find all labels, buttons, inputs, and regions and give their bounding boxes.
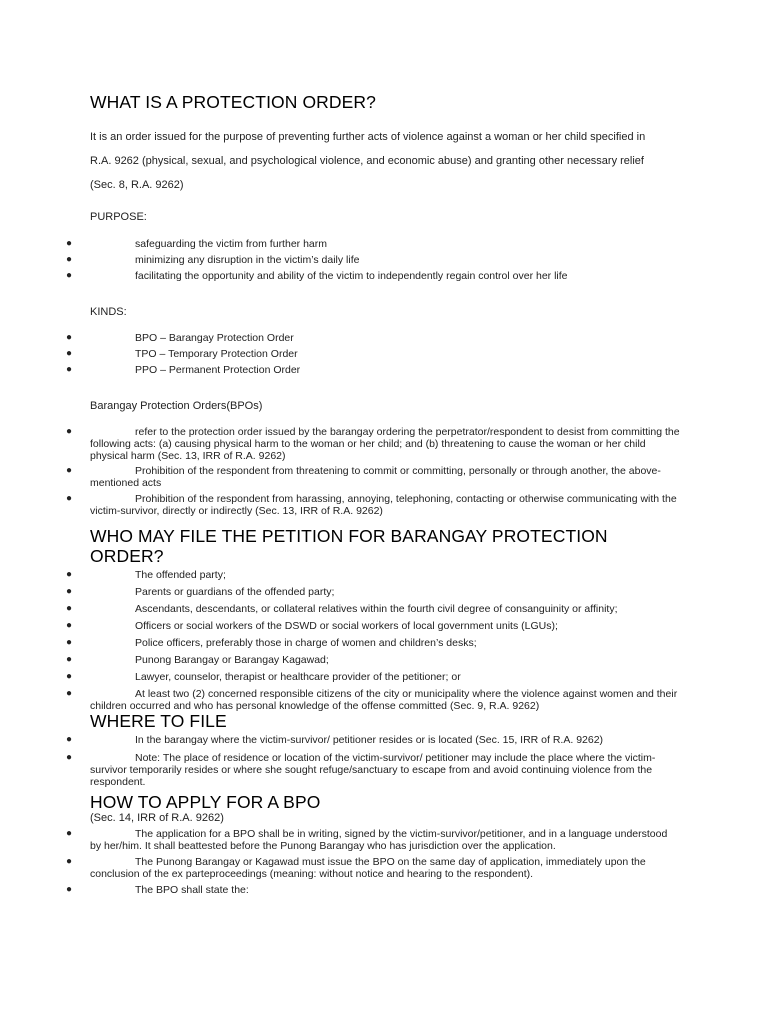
list-item: ● Prohibition of the respondent from harassing, annoying, telephoning, contacting or otherwise communicating with the victim-survivor, directly or indirectly (Sec. 13, IRR of R.A. 9262) (66, 493, 677, 517)
list-item: ● Prohibition of the respondent from threatening to commit or committing, personally or through another, the above-mentioned acts (66, 465, 661, 489)
bullet-icon: ● (66, 270, 73, 281)
list-item: ● PPO – Permanent Protection Order (66, 364, 301, 376)
list-item: ● The offended party; (66, 569, 226, 581)
bullet-icon: ● (66, 364, 73, 375)
bullet-icon: ● (66, 238, 73, 249)
who-list (0, 569, 768, 712)
list-item: ● In the barangay where the victim-survivor/ petitioner resides or is located (Sec. 15, IRR of R.A. 9262) (66, 734, 604, 746)
bpo-label: Barangay Protection Orders(BPOs) (90, 400, 263, 412)
list-item: ● minimizing any disruption in the victim’s daily life (66, 254, 360, 266)
purpose-label: PURPOSE: (90, 211, 147, 223)
bullet-icon: ● (66, 620, 73, 631)
list-item: ● Ascendants, descendants, or collateral relatives within the fourth civil degree of consanguinity or affinity; (66, 603, 618, 615)
bullet-icon: ● (66, 254, 73, 265)
list-item: ● TPO – Temporary Protection Order (66, 348, 298, 360)
bullet-icon: ● (66, 426, 73, 437)
kinds-list (0, 332, 768, 380)
list-item: ● The application for a BPO shall be in writing, signed by the victim-survivor/petitioner, and in a language understood by her/him. It shall beattested before the Punong Barangay who has jurisdiction over the application. (66, 828, 668, 852)
bullet-icon: ● (66, 637, 73, 648)
purpose-list (0, 238, 768, 286)
bullet-icon: ● (66, 493, 73, 504)
bullet-icon: ● (66, 688, 73, 699)
list-item: ● The BPO shall state the: (66, 884, 249, 896)
page-title: WHAT IS A PROTECTION ORDER? (90, 92, 376, 112)
list-item: ● Note: The place of residence or location of the victim-survivor/ petitioner may include the place where the victim-survivor temporarily resides or where she sought refuge/sanctuary to escape from and avoid continuing violence from the respondent. (66, 752, 656, 788)
list-item: ● Police officers, preferably those in charge of women and children’s desks; (66, 637, 477, 649)
list-item: ● The Punong Barangay or Kagawad must issue the BPO on the same day of application, immediately upon the conclusion of the ex parteproceedings (meaning: without notice and hearing to the respondent). (66, 856, 646, 880)
how-list (0, 828, 768, 896)
bullet-icon: ● (66, 569, 73, 580)
list-item: ● BPO – Barangay Protection Order (66, 332, 294, 344)
bullet-icon: ● (66, 654, 73, 665)
intro-line: R.A. 9262 (physical, sexual, and psychological violence, and economic abuse) and granting other necessary relief (90, 155, 644, 167)
how-heading: HOW TO APPLY FOR A BPO (90, 792, 321, 812)
bpo-list (0, 426, 768, 517)
list-item: ● facilitating the opportunity and ability of the victim to independently regain control over her life (66, 270, 568, 282)
list-item: ● refer to the protection order issued by the barangay ordering the perpetrator/respondent to desist from committing the following acts: (a) causing physical harm to the woman or her child; and (b) threatening to cause the woman or her child physical harm (Sec. 13, IRR of R.A. 9262) (66, 426, 680, 462)
bullet-icon: ● (66, 332, 73, 343)
list-item: ● Lawyer, counselor, therapist or healthcare provider of the petitioner; or (66, 671, 461, 683)
bullet-icon: ● (66, 586, 73, 597)
how-note: (Sec. 14, IRR of R.A. 9262) (90, 812, 224, 824)
where-heading: WHERE TO FILE (90, 711, 227, 731)
where-list (0, 734, 768, 788)
bullet-icon: ● (66, 348, 73, 359)
bullet-icon: ● (66, 734, 73, 745)
list-item: ● At least two (2) concerned responsible citizens of the city or municipality where the violence against women and their children occurred and who has personal knowledge of the offense committed (Sec. 9, R.A. 9262) (66, 688, 678, 712)
bullet-icon: ● (66, 856, 73, 867)
bullet-icon: ● (66, 603, 73, 614)
intro-paragraph (90, 131, 690, 203)
bullet-icon: ● (66, 828, 73, 839)
intro-line: It is an order issued for the purpose of preventing further acts of violence against a woman or her child specified in (90, 131, 646, 143)
who-heading: WHO MAY FILE THE PETITION FOR BARANGAY PROTECTION ORDER? (90, 526, 608, 566)
bullet-icon: ● (66, 465, 73, 476)
list-item: ● safeguarding the victim from further harm (66, 238, 327, 250)
list-item: ● Punong Barangay or Barangay Kagawad; (66, 654, 329, 666)
bullet-icon: ● (66, 671, 73, 682)
bullet-icon: ● (66, 884, 73, 895)
kinds-label: KINDS: (90, 306, 127, 318)
bullet-icon: ● (66, 752, 73, 763)
list-item: ● Parents or guardians of the offended party; (66, 586, 335, 598)
list-item: ● Officers or social workers of the DSWD or social workers of local government units (LGUs); (66, 620, 558, 632)
intro-line: (Sec. 8, R.A. 9262) (90, 179, 184, 191)
